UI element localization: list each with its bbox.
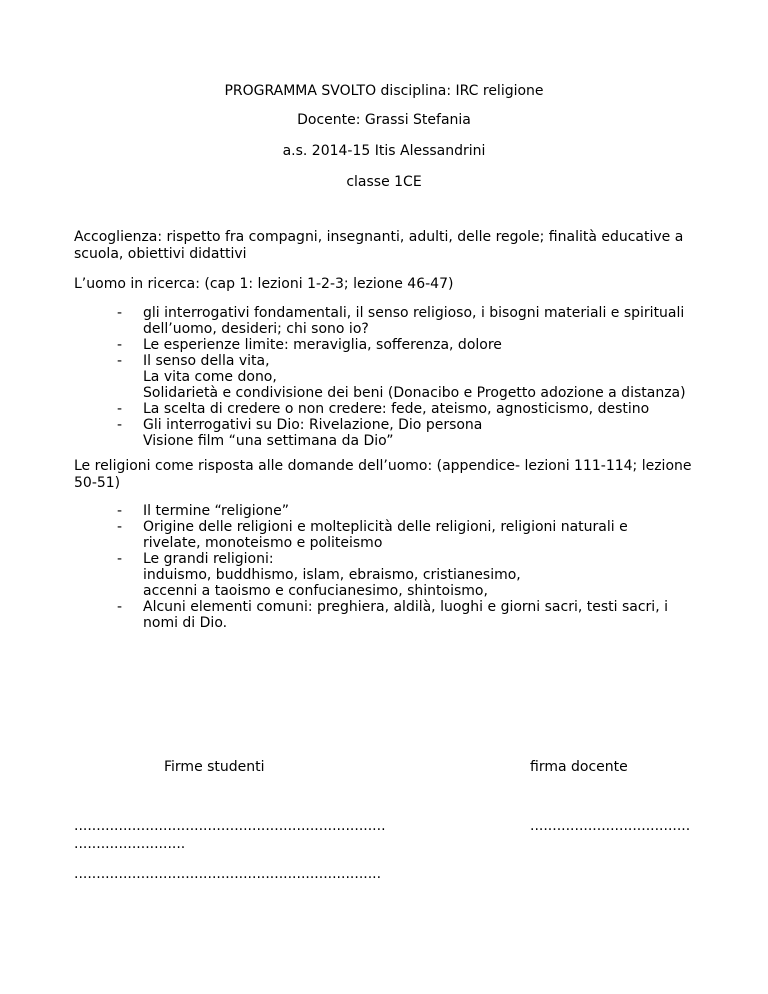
list-item-text: induismo, buddhismo, islam, ebraismo, cristianesimo, (143, 567, 521, 583)
list-item-text: Il termine “religione” (143, 503, 289, 519)
section2-heading: Le religioni come risposta alle domande dell’uomo: (appendice- lezioni 111-114; lezione 50-51) (74, 458, 692, 491)
list-item (117, 503, 707, 519)
list-item (117, 519, 707, 551)
students-signature-line: ...................................................................... (74, 818, 386, 834)
list-item (117, 337, 707, 353)
students-signature-line-continued: ......................... (74, 836, 186, 852)
list-item-text: Gli interrogativi su Dio: Rivelazione, Dio persona (143, 417, 483, 433)
document-title: PROGRAMMA SVOLTO disciplina: IRC religione (224, 83, 544, 99)
list-item-text: Solidarietà e condivisione dei beni (Donacibo e Progetto adozione a distanza) (143, 385, 686, 401)
list-bullet: - (117, 503, 123, 519)
list-bullet: - (117, 305, 123, 321)
section1-list (117, 305, 707, 449)
list-item (117, 599, 707, 631)
list-item-text: Origine delle religioni e molteplicità delle religioni, religioni naturali e (143, 519, 628, 535)
list-item-text: gli interrogativi fondamentali, il senso religioso, i bisogni materiali e spirituali (143, 305, 685, 321)
list-item (117, 353, 707, 401)
section2-list (117, 503, 707, 631)
list-bullet: - (117, 519, 123, 535)
list-bullet: - (117, 353, 123, 369)
list-item-text: Il senso della vita, (143, 353, 270, 369)
list-item-text: Le esperienze limite: meraviglia, sofferenza, dolore (143, 337, 502, 353)
list-bullet: - (117, 337, 123, 353)
list-item-text: La vita come dono, (143, 369, 277, 385)
list-item (117, 305, 707, 337)
intro-paragraph: Accoglienza: rispetto fra compagni, insegnanti, adulti, delle regole; finalità educative a scuola, obiettivi didattivi (74, 229, 684, 262)
class-label: classe 1CE (346, 174, 422, 190)
students-signature-label: Firme studenti (164, 759, 265, 775)
list-item-text: nomi di Dio. (143, 615, 228, 631)
list-item-text: Visione film “una settimana da Dio” (143, 433, 394, 449)
teacher-signature-label: firma docente (530, 759, 628, 775)
list-bullet: - (117, 551, 123, 567)
list-item-text: dell’uomo, desideri; chi sono io? (143, 321, 369, 337)
list-item (117, 417, 707, 449)
list-bullet: - (117, 417, 123, 433)
list-item-text: rivelate, monoteismo e politeismo (143, 535, 383, 551)
list-bullet: - (117, 401, 123, 417)
teacher-name: Docente: Grassi Stefania (297, 112, 471, 128)
list-item-text: accenni a taoismo e confucianesimo, shintoismo, (143, 583, 488, 599)
list-item (117, 551, 707, 599)
list-item-text: Le grandi religioni: (143, 551, 274, 567)
list-item (117, 401, 707, 417)
list-item-text: Alcuni elementi comuni: preghiera, aldilà, luoghi e giorni sacri, testi sacri, i (143, 599, 668, 615)
list-item-text: La scelta di credere o non credere: fede, ateismo, agnosticismo, destino (143, 401, 650, 417)
students-signature-line-2: ..................................................................... (74, 866, 382, 882)
school-year: a.s. 2014-15 Itis Alessandrini (282, 143, 486, 159)
list-bullet: - (117, 599, 123, 615)
section1-heading: L’uomo in ricerca: (cap 1: lezioni 1-2-3; lezione 46-47) (74, 276, 454, 292)
teacher-signature-line: .................................... (530, 818, 691, 834)
